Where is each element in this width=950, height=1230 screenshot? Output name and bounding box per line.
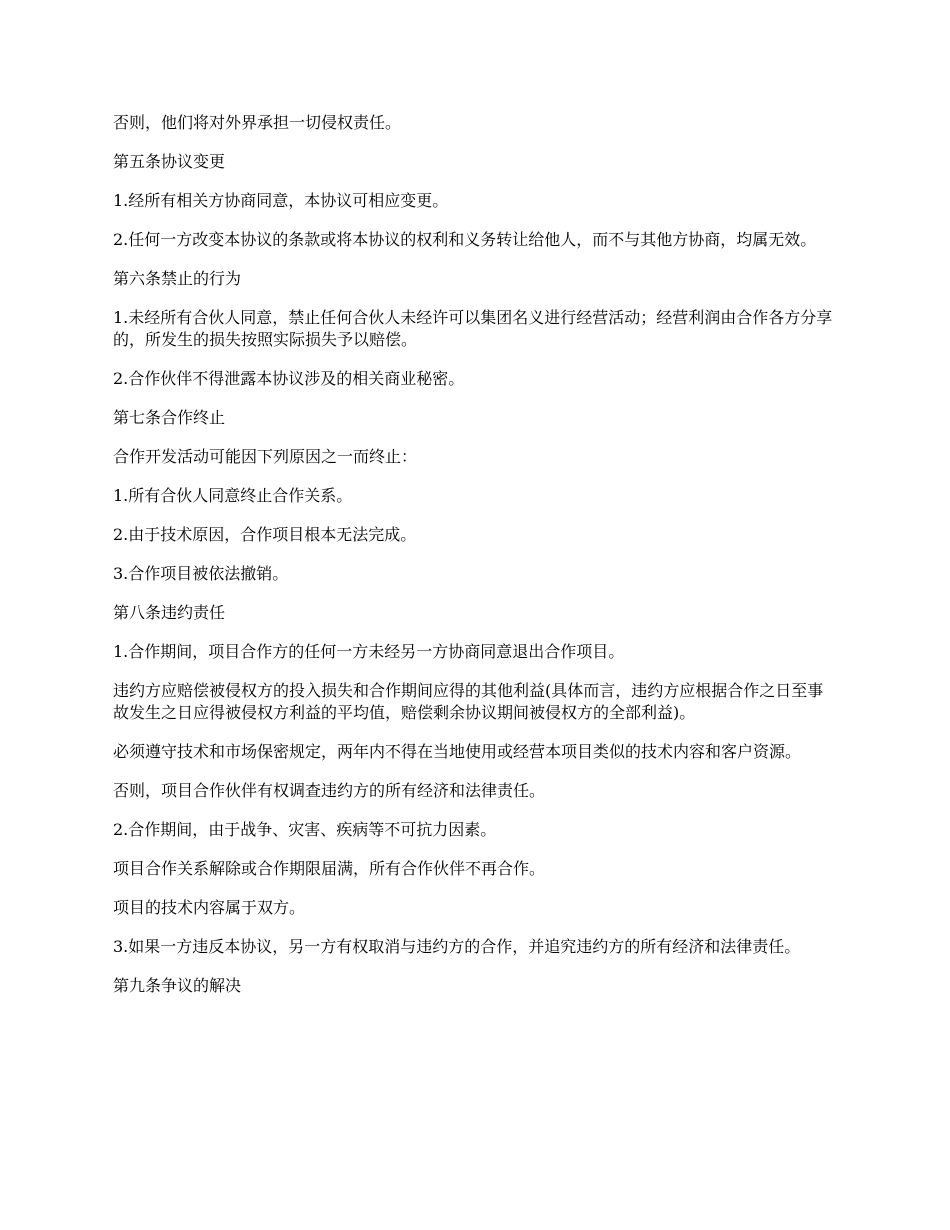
- heading-article-9: 第九条争议的解决: [113, 976, 242, 995]
- paragraph-7-intro: 合作开发活动可能因下列原因之一而终止：: [113, 447, 418, 466]
- paragraph-7-3: 3.合作项目被依法撤销。: [113, 564, 289, 583]
- paragraph-7-2: 2.由于技术原因，合作项目根本无法完成。: [113, 525, 417, 544]
- paragraph-8-compensation: 违约方应赔偿被侵权方的投入损失和合作期间应得的其他利益(具体而言，违约方应根据合作之日至事故发生之日应得被侵权方利益的平均值，赔偿剩余协议期间被侵权方的全部利益)。: [113, 681, 824, 722]
- heading-article-7: 第七条合作终止: [113, 408, 226, 427]
- paragraph-5-1: 1.经所有相关方协商同意，本协议可相应变更。: [113, 191, 449, 210]
- paragraph-8-technical-content: 项目的技术内容属于双方。: [113, 898, 306, 917]
- document-page: [113, 112, 838, 1014]
- heading-article-8: 第八条违约责任: [113, 603, 226, 622]
- paragraph-5-2: 2.任何一方改变本协议的条款或将本协议的权利和义务转让给他人，而不与其他方协商，均属无效。: [113, 230, 817, 249]
- paragraph-8-3: 3.如果一方违反本协议，另一方有权取消与违约方的合作，并追究违约方的所有经济和法律责任。: [113, 937, 801, 956]
- paragraph-6-1: 1.未经所有合伙人同意，禁止任何合伙人未经许可以集团名义进行经营活动；经营利润由合作各方分享的，所发生的损失按照实际损失予以赔偿。: [113, 308, 833, 349]
- paragraph-infringement-liability: 否则，他们将对外界承担一切侵权责任。: [113, 113, 402, 132]
- paragraph-8-investigation: 否则，项目合作伙伴有权调查违约方的所有经济和法律责任。: [113, 781, 546, 800]
- heading-article-5: 第五条协议变更: [113, 152, 226, 171]
- paragraph-7-1: 1.所有合伙人同意终止合作关系。: [113, 486, 353, 505]
- paragraph-8-2: 2.合作期间，由于战争、灾害、疾病等不可抗力因素。: [113, 820, 497, 839]
- paragraph-8-confidentiality: 必须遵守技术和市场保密规定，两年内不得在当地使用或经营本项目类似的技术内容和客户资源。: [113, 742, 802, 761]
- heading-article-6: 第六条禁止的行为: [113, 269, 242, 288]
- paragraph-8-dissolution: 项目合作关系解除或合作期限届满，所有合作伙伴不再合作。: [113, 859, 546, 878]
- paragraph-8-1: 1.合作期间，项目合作方的任何一方未经另一方协商同意退出合作项目。: [113, 642, 625, 661]
- paragraph-6-2: 2.合作伙伴不得泄露本协议涉及的相关商业秘密。: [113, 369, 465, 388]
